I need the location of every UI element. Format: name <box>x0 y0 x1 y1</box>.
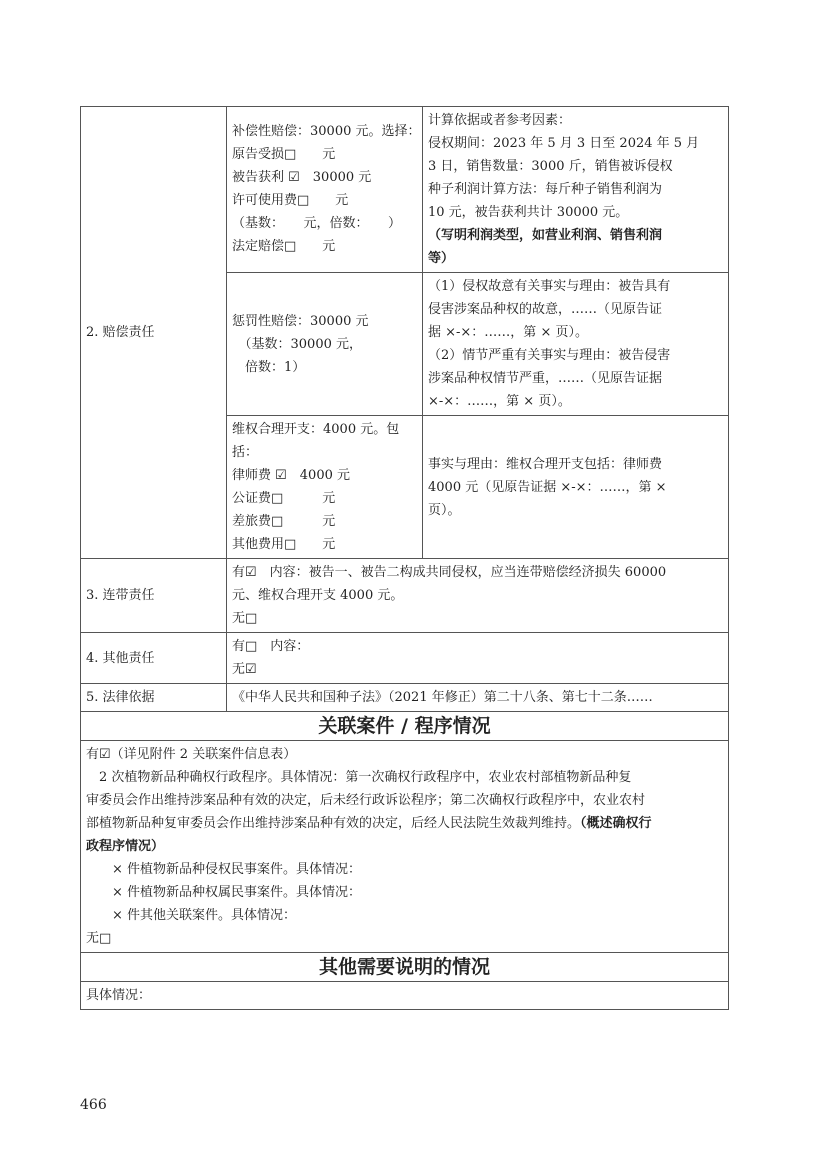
expense-line: 括： <box>232 445 259 460</box>
joint-line: 元、维权合理开支 4000 元。 <box>232 588 404 603</box>
other-line: 无☑ <box>232 662 257 677</box>
punitive-cell <box>227 273 423 416</box>
reason-line: 据 ×-×：……，第 × 页）。 <box>428 325 588 340</box>
expenses-reason-cell <box>423 416 729 559</box>
law-text: 《中华人民共和国种子法》（2021 年修正）第二十八条、第七十二条…… <box>227 684 729 712</box>
basis-note: 等） <box>428 251 455 266</box>
joint-line: 无□ <box>232 611 258 626</box>
complaint-table <box>80 106 729 1010</box>
compensatory-cell <box>227 107 423 273</box>
punitive-reason-cell <box>423 273 729 416</box>
expenses-cell <box>227 416 423 559</box>
related-cell <box>81 741 729 953</box>
comp-line: 许可使用费□ 元 <box>232 193 349 208</box>
related-item: × 件植物新品种侵权民事案件。具体情况： <box>112 862 362 877</box>
expense-line: 差旅费□ 元 <box>232 514 336 529</box>
related-item: × 件其他关联案件。具体情况： <box>112 908 297 923</box>
related-para-line: 审委员会作出维持涉案品种有效的决定，后未经行政诉讼程序；第二次确权行政程序中，农业农村 <box>86 793 646 808</box>
law-label: 5. 法律依据 <box>81 684 227 712</box>
related-first: 有☑（详见附件 2 关联案件信息表） <box>86 747 297 762</box>
expense-line: 维权合理开支：4000 元。包 <box>232 422 400 437</box>
other-info-title: 其他需要说明的情况 <box>81 953 729 982</box>
joint-cell <box>227 559 729 633</box>
related-para-line: 2 次植物新品种确权行政程序。具体情况：第一次确权行政程序中，农业农村部植物新品种复 <box>86 770 632 785</box>
reason-line: （1）侵权故意有关事实与理由：被告具有 <box>428 279 671 294</box>
reason-line: 侵害涉案品种权的故意，……（见原告证 <box>428 302 663 317</box>
related-title: 关联案件 / 程序情况 <box>81 712 729 741</box>
expense-line: 律师费 ☑ 4000 元 <box>232 468 351 483</box>
reason-line: 4000 元（见原告证据 ×-×：……，第 × <box>428 479 667 495</box>
reason-line: ×-×：……，第 × 页）。 <box>428 394 571 409</box>
related-item: × 件植物新品种权属民事案件。具体情况： <box>112 885 362 900</box>
punitive-line: （基数：30000 元， <box>232 336 362 352</box>
comp-line: 补偿性赔偿：30000 元。选择： <box>232 124 421 139</box>
related-para-line-3 <box>86 812 723 835</box>
compensatory-basis-cell <box>423 107 729 273</box>
related-none: 无□ <box>86 931 112 946</box>
joint-line: 有☑ 内容：被告一、被告二构成共同侵权，应当连带赔偿经济损失 60000 <box>232 565 667 580</box>
related-note: 政程序情况） <box>86 839 165 854</box>
basis-line: 侵权期间：2023 年 5 月 3 日至 2024 年 5 月 <box>428 136 700 151</box>
related-note: （概述确权行 <box>580 816 652 831</box>
reason-line: （2）情节严重有关事实与理由：被告侵害 <box>428 348 671 363</box>
basis-line: 3 日，销售数量：3000 斤，销售被诉侵权 <box>428 159 673 174</box>
comp-line: 原告受损□ 元 <box>232 147 336 162</box>
joint-label: 3. 连带责任 <box>81 559 227 633</box>
basis-line: 计算依据或者参考因素： <box>428 113 572 128</box>
basis-line: 10 元，被告获利共计 30000 元。 <box>428 205 629 220</box>
reason-line: 事实与理由：维权合理开支包括：律师费 <box>428 456 663 472</box>
other-info-text: 具体情况： <box>81 982 729 1010</box>
other-cell <box>227 633 729 684</box>
comp-line: 法定赔偿□ 元 <box>232 239 336 254</box>
page-number: 466 <box>80 1097 107 1113</box>
related-para-line: 部植物新品种复审委员会作出维持涉案品种有效的决定，后经人民法院生效裁判维持。 <box>86 816 581 831</box>
expense-line: 其他费用□ 元 <box>232 537 336 552</box>
basis-note: （写明利润类型，如营业利润、销售利润 <box>428 228 663 243</box>
comp-line: 被告获利 ☑ 30000 元 <box>232 170 372 185</box>
reason-line: 涉案品种权情节严重，……（见原告证据 <box>428 371 663 386</box>
comp-line: （基数： 元，倍数： ） <box>232 216 402 231</box>
other-line: 有□ 内容： <box>232 639 310 654</box>
other-label: 4. 其他责任 <box>81 633 227 684</box>
damages-label: 2. 赔偿责任 <box>81 107 227 559</box>
reason-line: 页）。 <box>428 502 461 518</box>
basis-line: 种子利润计算方法：每斤种子销售利润为 <box>428 182 663 197</box>
punitive-line: 倍数：1） <box>232 359 306 375</box>
punitive-line: 惩罚性赔偿：30000 元 <box>232 313 369 329</box>
expense-line: 公证费□ 元 <box>232 491 336 506</box>
